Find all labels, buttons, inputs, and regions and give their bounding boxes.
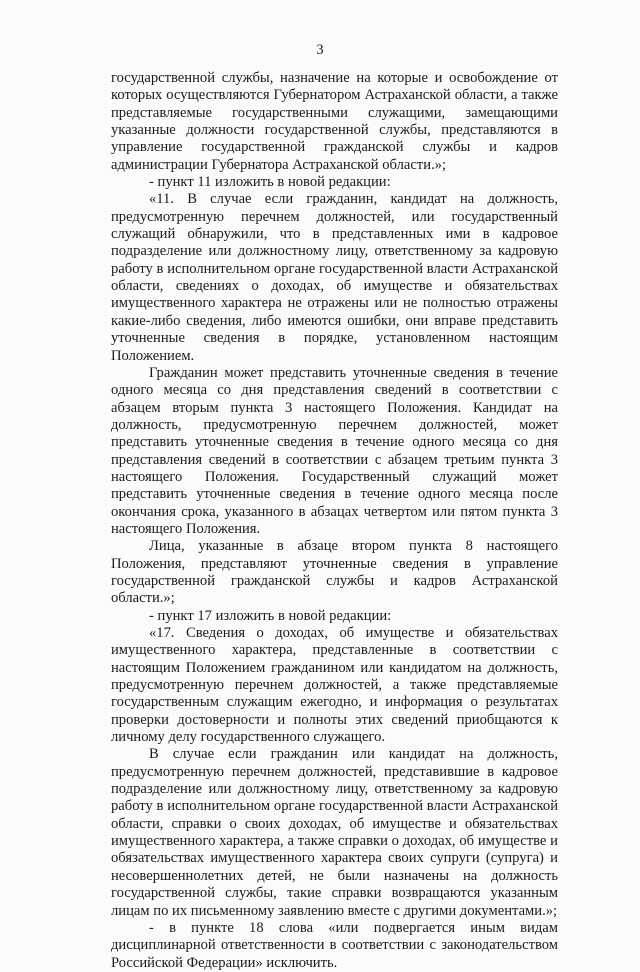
paragraph-6-item-17-intro: - пункт 17 изложить в новой редакции: xyxy=(149,607,392,624)
paragraph-3-item-11: «11. В случае если гражданин, кандидат на должность, предусмотренную перечнем должностей, или государственный служащий обнаружили, что в представленных ими в кадровое подразделение или должностному лицу, ответственному за кадровую работу в исполнительном органе государственной власти Астраханской области, сведениях о доходах, об имуществе и обязательствах имущественного характера не отражены или не полностью отражены какие-либо сведения, либо имеются ошибки, они вправе представить уточненные сведения в порядке, установленном настоящим Положением. xyxy=(111,191,558,364)
paragraph-5: Лица, указанные в абзаце втором пункта 8 настоящего Положения, представляют уточненные сведения в управление государственной гражданской службы и кадров Астраханской области.»; xyxy=(111,538,558,607)
paragraph-4: Гражданин может представить уточненные сведения в течение одного месяца со дня представления сведений в соответствии с абзацем вторым пункта 3 настоящего Положения. Кандидат на должность, предусмотренную перечнем должностей, может представить уточненные сведения в течение одного месяца со дня представления сведений в соответствии с абзацем третьим пункта 3 настоящего Положения. Государственный служащий может представить уточненные сведения в течение одного месяца после окончания срока, указанного в абзацах четвертом или пятом пункта 3 настоящего Положения. xyxy=(111,364,558,537)
paragraph-8: В случае если гражданин или кандидат на должность, предусмотренную перечнем должностей, представившие в кадровое подразделение или должностному лицу, ответственному за кадровую работу в исполнительном органе государственной власти Астраханской области, справки о своих доходах, об имуществе и обязательствах имущественного характера, а также справки о доходах, об имуществе и обязательствах имущественного характера своих супруги (супруга) и несовершеннолетних детей, не были назначены на должность государственной службы, такие справки возвращаются указанным лицам по их письменному заявлению вместе с другими документами.»; xyxy=(111,746,558,919)
paragraph-1-continuation: государственной службы, назначение на которые и освобождение от которых осуществляются Губернатором Астраханской области, а также представляемые государственными служащими, замещающими указанные должности государственной службы, представляются в управление государственной гражданской службы и кадров администрации Губернатора Астраханской области.»; xyxy=(111,70,558,173)
paragraph-2-item-11-intro: - пункт 11 изложить в новой редакции: xyxy=(149,174,391,191)
paragraph-7-item-17: «17. Сведения о доходах, об имуществе и обязательствах имущественного характера, представленные в соответствии с настоящим Положением гражданином или кандидатом на должность, предусмотренную перечнем должностей, а также представляемые государственным служащим ежегодно, и информация о результатах проверки достоверности и полноты этих сведений приобщаются к личному делу государственного служащего. xyxy=(111,625,558,746)
page-number: 3 xyxy=(316,42,324,58)
paragraph-9-item-18: - в пункте 18 слова «или подвергается иным видам дисциплинарной ответственности в соответствии с законодательством Российской Федерации» исключить. xyxy=(111,919,558,971)
document-body xyxy=(111,70,558,972)
